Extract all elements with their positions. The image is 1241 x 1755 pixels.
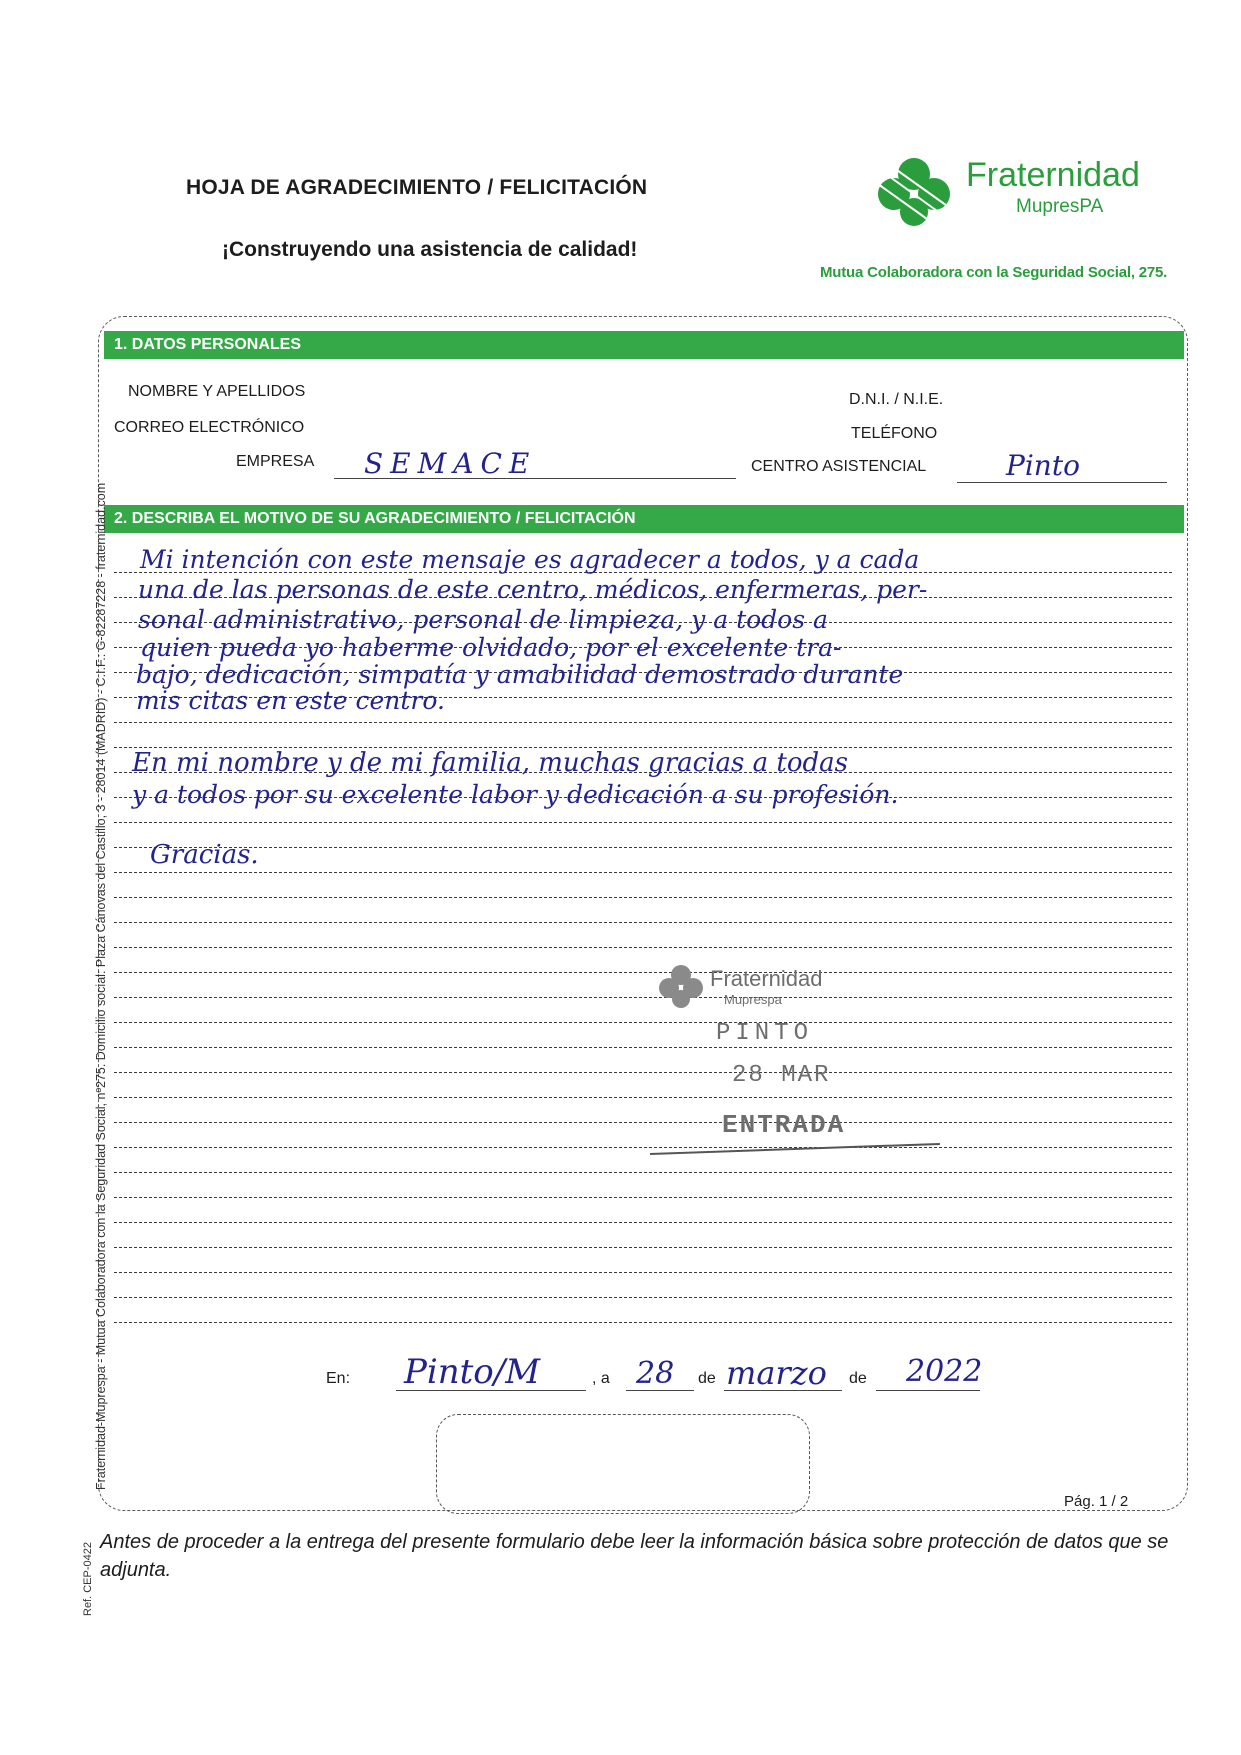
message-line-8: En mi nombre y de mi familia, muchas gracias a todas: [132, 748, 848, 778]
label-dni: D.N.I. / N.I.E.: [849, 391, 944, 408]
vertical-legal-text: Fraternidad-Muprespa - Mutua Colaboradora con la Seguridad Social, nº275. Domicilio social: Plaza Cánovas del Castillo, 3 - 28014 (MADRID) - C.I.F.: G-82287228 - fraternidad.com: [94, 482, 108, 1490]
document-title: HOJA DE AGRADECIMIENTO / FELICITACIÓN: [186, 176, 648, 199]
message-line-5: bajo, dedicación, simpatía y amabilidad demostrado durante: [136, 660, 904, 689]
stamp-brand: Fraternidad: [710, 966, 823, 991]
stamp-date: 28 MAR: [732, 1062, 831, 1089]
label-a: , a: [592, 1370, 610, 1387]
message-line-3: sonal administrativo, personal de limpieza, y a todos a: [138, 605, 828, 634]
form-frame: [98, 316, 1188, 1511]
label-de-1: de: [698, 1370, 716, 1387]
label-de-2: de: [849, 1370, 867, 1387]
label-center: CENTRO ASISTENCIAL: [751, 458, 927, 475]
form-reference: Ref. CEP-0422: [82, 1542, 94, 1616]
place-value: Pinto/M: [404, 1352, 541, 1392]
label-name: NOMBRE Y APELLIDOS: [128, 383, 306, 400]
reception-stamp: [640, 952, 940, 1152]
year-line[interactable]: [876, 1390, 980, 1391]
stamp-clover-icon: [652, 962, 710, 1010]
year-value: 2022: [906, 1354, 983, 1389]
message-line-9: y a todos por su excelente labor y dedicación a su profesión.: [132, 780, 899, 809]
page-number: Pág. 1 / 2: [1064, 1493, 1129, 1510]
message-line-1: Mi intención con este mensaje es agradecer a todos, y a cada: [140, 545, 920, 574]
brand-subname: MupresPA: [1016, 196, 1104, 217]
stamp-sub: Muprespa: [724, 992, 782, 1007]
label-company: EMPRESA: [236, 453, 315, 470]
brand-name: Fraternidad: [966, 156, 1140, 194]
mutua-line: Mutua Colaboradora con la Seguridad Social, 275.: [820, 264, 1168, 281]
label-email: CORREO ELECTRÓNICO: [114, 419, 305, 436]
message-line-4: quien pueda yo haberme olvidado, por el excelente tra-: [140, 633, 842, 662]
section-2-header: 2. DESCRIBA EL MOTIVO DE SU AGRADECIMIENTO / FELICITACIÓN: [104, 505, 1184, 533]
label-en: En:: [326, 1370, 351, 1387]
center-value: Pinto: [1006, 449, 1080, 482]
document-subtitle: ¡Construyendo una asistencia de calidad!: [222, 238, 638, 261]
fraternidad-logo: [866, 150, 1166, 230]
company-value: SEMACE: [364, 447, 537, 480]
message-line-11: Gracias.: [150, 840, 259, 870]
stamp-entry: ENTRADA: [722, 1110, 846, 1140]
data-protection-notice: Antes de proceder a la entrega del presente formulario debe leer la información básica sobre protección de datos que se adjunta.: [100, 1531, 1169, 1581]
center-field-line[interactable]: [957, 482, 1167, 483]
clover-logo-icon: [866, 154, 962, 228]
message-line-2: una de las personas de este centro, médicos, enfermeras, per-: [138, 575, 928, 604]
month-value: marzo: [726, 1354, 827, 1392]
message-line-6: mis citas en este centro.: [136, 686, 445, 715]
section-1-header: 1. DATOS PERSONALES: [104, 331, 1184, 359]
signature-box[interactable]: [436, 1414, 810, 1514]
day-value: 28: [636, 1356, 675, 1391]
label-phone: TELÉFONO: [851, 425, 938, 442]
stamp-town: PINTO: [716, 1020, 814, 1047]
